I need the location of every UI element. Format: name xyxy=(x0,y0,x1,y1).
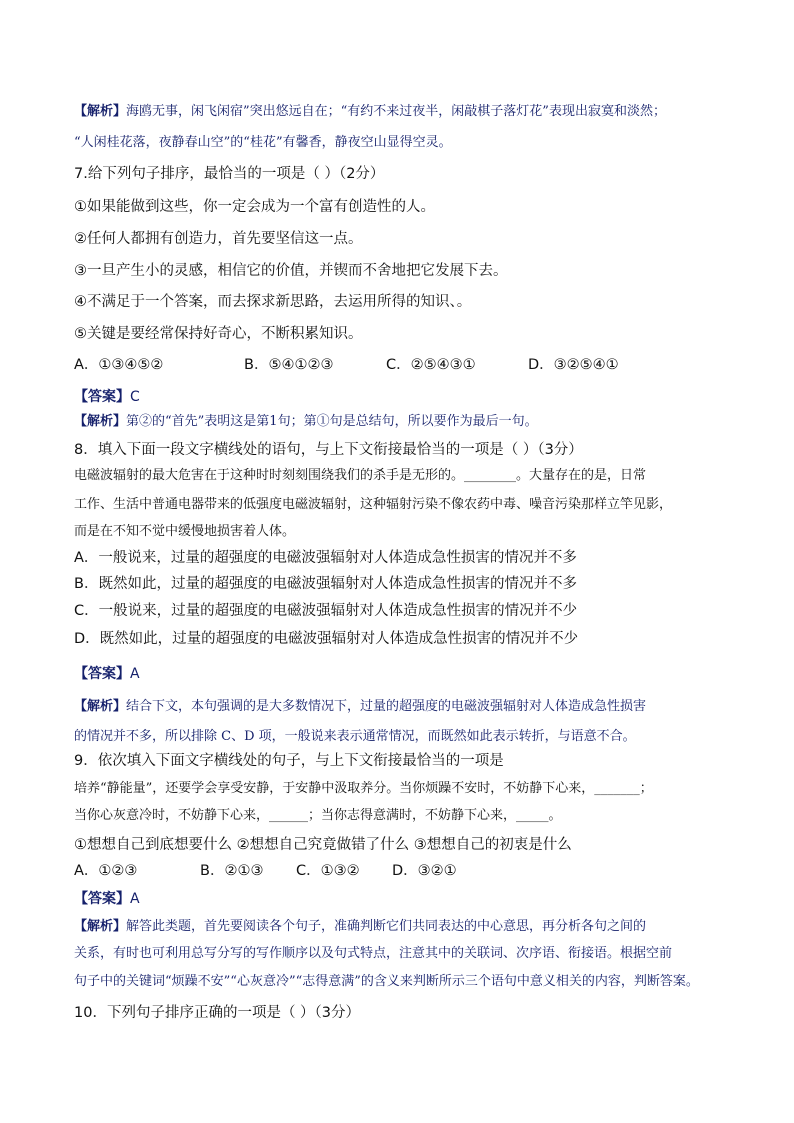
option-b: B．⑤④①②③ xyxy=(244,357,334,373)
question-8-option-c: C．一般说来，过量的超强度的电磁波强辐射对人体造成急性损害的情况并不少 xyxy=(74,603,578,619)
analysis-line xyxy=(74,102,666,122)
analysis-tag: 【解析】 xyxy=(74,414,127,429)
option-a: A．①②③ xyxy=(74,863,138,879)
question-8-passage-line: 电磁波辐射的最大危害在于这种时时刻刻围绕我们的杀手是无形的。________。大量存在的是，日常 xyxy=(74,468,647,483)
answer-value: A xyxy=(130,666,140,682)
question-9-analysis-cont: 句子中的关键词“烦躁不安”“心灰意冷”“志得意满”的含义来判断所示三个语句中意义相关的内容，判断答案。 xyxy=(74,974,699,989)
question-8-option-b: B．既然如此，过量的超强度的电磁波强辐射对人体造成急性损害的情况并不多 xyxy=(74,576,577,592)
analysis-line: “人闲桂花落，夜静春山空”的“桂花”有馨香，静夜空山显得空灵。 xyxy=(74,135,452,150)
question-9-passage-line: 培养“静能量”，还要学会享受安静，于安静中汲取养分。当你烦躁不安时，不妨静下心来，_______； xyxy=(74,781,653,796)
analysis-text: 第②的“首先”表明这是第1句；第①句是总结句，所以要作为最后一句。 xyxy=(126,414,538,429)
question-9-options xyxy=(74,861,457,881)
question-8-stem: 8．填入下面一段文字横线处的语句，与上下文衔接最恰当的一项是（ ）（3分） xyxy=(74,442,583,458)
analysis-text: 解答此类题，首先要阅读各个句子，准确判断它们共同表达的中心意思，再分析各句之间的 xyxy=(126,919,647,934)
analysis-tag: 【解析】 xyxy=(74,699,127,714)
analysis-tag: 【解析】 xyxy=(74,919,127,934)
answer-tag: 【答案】 xyxy=(74,389,130,405)
answer-value: C xyxy=(130,389,140,405)
question-8-passage-line: 而是在不知不觉中缓慢地损害着人体。 xyxy=(74,524,296,539)
question-7-sentence-1: ①如果能做到这些，你一定会成为一个富有创造性的人。 xyxy=(74,199,435,215)
analysis-tag: 【解析】 xyxy=(74,104,127,119)
question-9-analysis-cont: 关系，有时也可利用总写分写的写作顺序以及句式特点，注意其中的关联词、次序语、衔接语。根据空前 xyxy=(74,946,673,961)
option-c: C．②⑤④③① xyxy=(386,357,476,373)
question-9-analysis xyxy=(74,917,646,937)
question-8-answer xyxy=(74,664,140,684)
option-d: D．③②① xyxy=(392,863,457,879)
question-8-option-d: D．既然如此，过量的超强度的电磁波强辐射对人体造成急性损害的情况并不少 xyxy=(74,631,579,647)
question-7-sentence-4: ④不满足于一个答案，而去探求新思路，去运用所得的知识、。 xyxy=(74,294,472,310)
question-8-passage-line: 工作、生活中普通电器带来的低强度电磁波辐射，这种辐射污染不像农药中毒、噪音污染那样立竿见影， xyxy=(74,497,673,512)
question-8-option-a: A．一般说来，过量的超强度的电磁波强辐射对人体造成急性损害的情况并不多 xyxy=(74,550,577,566)
option-a: A．①③④⑤② xyxy=(74,357,164,373)
question-7-sentence-3: ③一旦产生小的灵感，相信它的价值，并锲而不舍地把它发展下去。 xyxy=(74,263,508,279)
question-7-answer xyxy=(74,387,140,407)
question-7-sentence-2: ②任何人都拥有创造力，首先要坚信这一点。 xyxy=(74,231,363,247)
option-b: B．②①③ xyxy=(200,863,264,879)
option-c: C．①③② xyxy=(296,863,360,879)
question-7-analysis xyxy=(74,412,538,432)
question-9-stem: 9．依次填入下面文字横线处的句子，与上下文衔接最恰当的一项是 xyxy=(74,753,504,769)
question-8-analysis xyxy=(74,697,646,717)
analysis-text: 海鸥无事，闲飞闲宿”突出悠远自在；“有约不来过夜半，闲敲棋子落灯花”表现出寂寞和淡然； xyxy=(126,104,666,119)
question-9-answer xyxy=(74,889,140,909)
question-7-options xyxy=(74,355,619,375)
question-9-passage-line: 当你心灰意冷时，不妨静下心来，______；当你志得意满时，不妨静下心来，_____。 xyxy=(74,808,562,823)
answer-value: A xyxy=(130,891,140,907)
question-7-stem: 7.给下列句子排序，最恰当的一项是（ ）（2分） xyxy=(74,166,385,182)
question-7-sentence-5: ⑤关键是要经常保持好奇心，不断积累知识。 xyxy=(74,326,363,342)
question-8-analysis-cont: 的情况并不多，所以排除 C、D 项，一般说来表示通常情况，而既然如此表示转折，与语意不合。 xyxy=(74,729,636,744)
option-d: D．③②⑤④① xyxy=(528,357,619,373)
question-10-stem: 10．下列句子排序正确的一项是（ ）（3分） xyxy=(74,1005,361,1021)
question-9-items: ①想想自己到底想要什么 ②想想自己究竟做错了什么 ③想想自己的初衷是什么 xyxy=(74,837,572,853)
analysis-text: 结合下文，本句强调的是大多数情况下，过量的超强度的电磁波强辐射对人体造成急性损害 xyxy=(126,699,647,714)
answer-tag: 【答案】 xyxy=(74,891,130,907)
answer-tag: 【答案】 xyxy=(74,666,130,682)
